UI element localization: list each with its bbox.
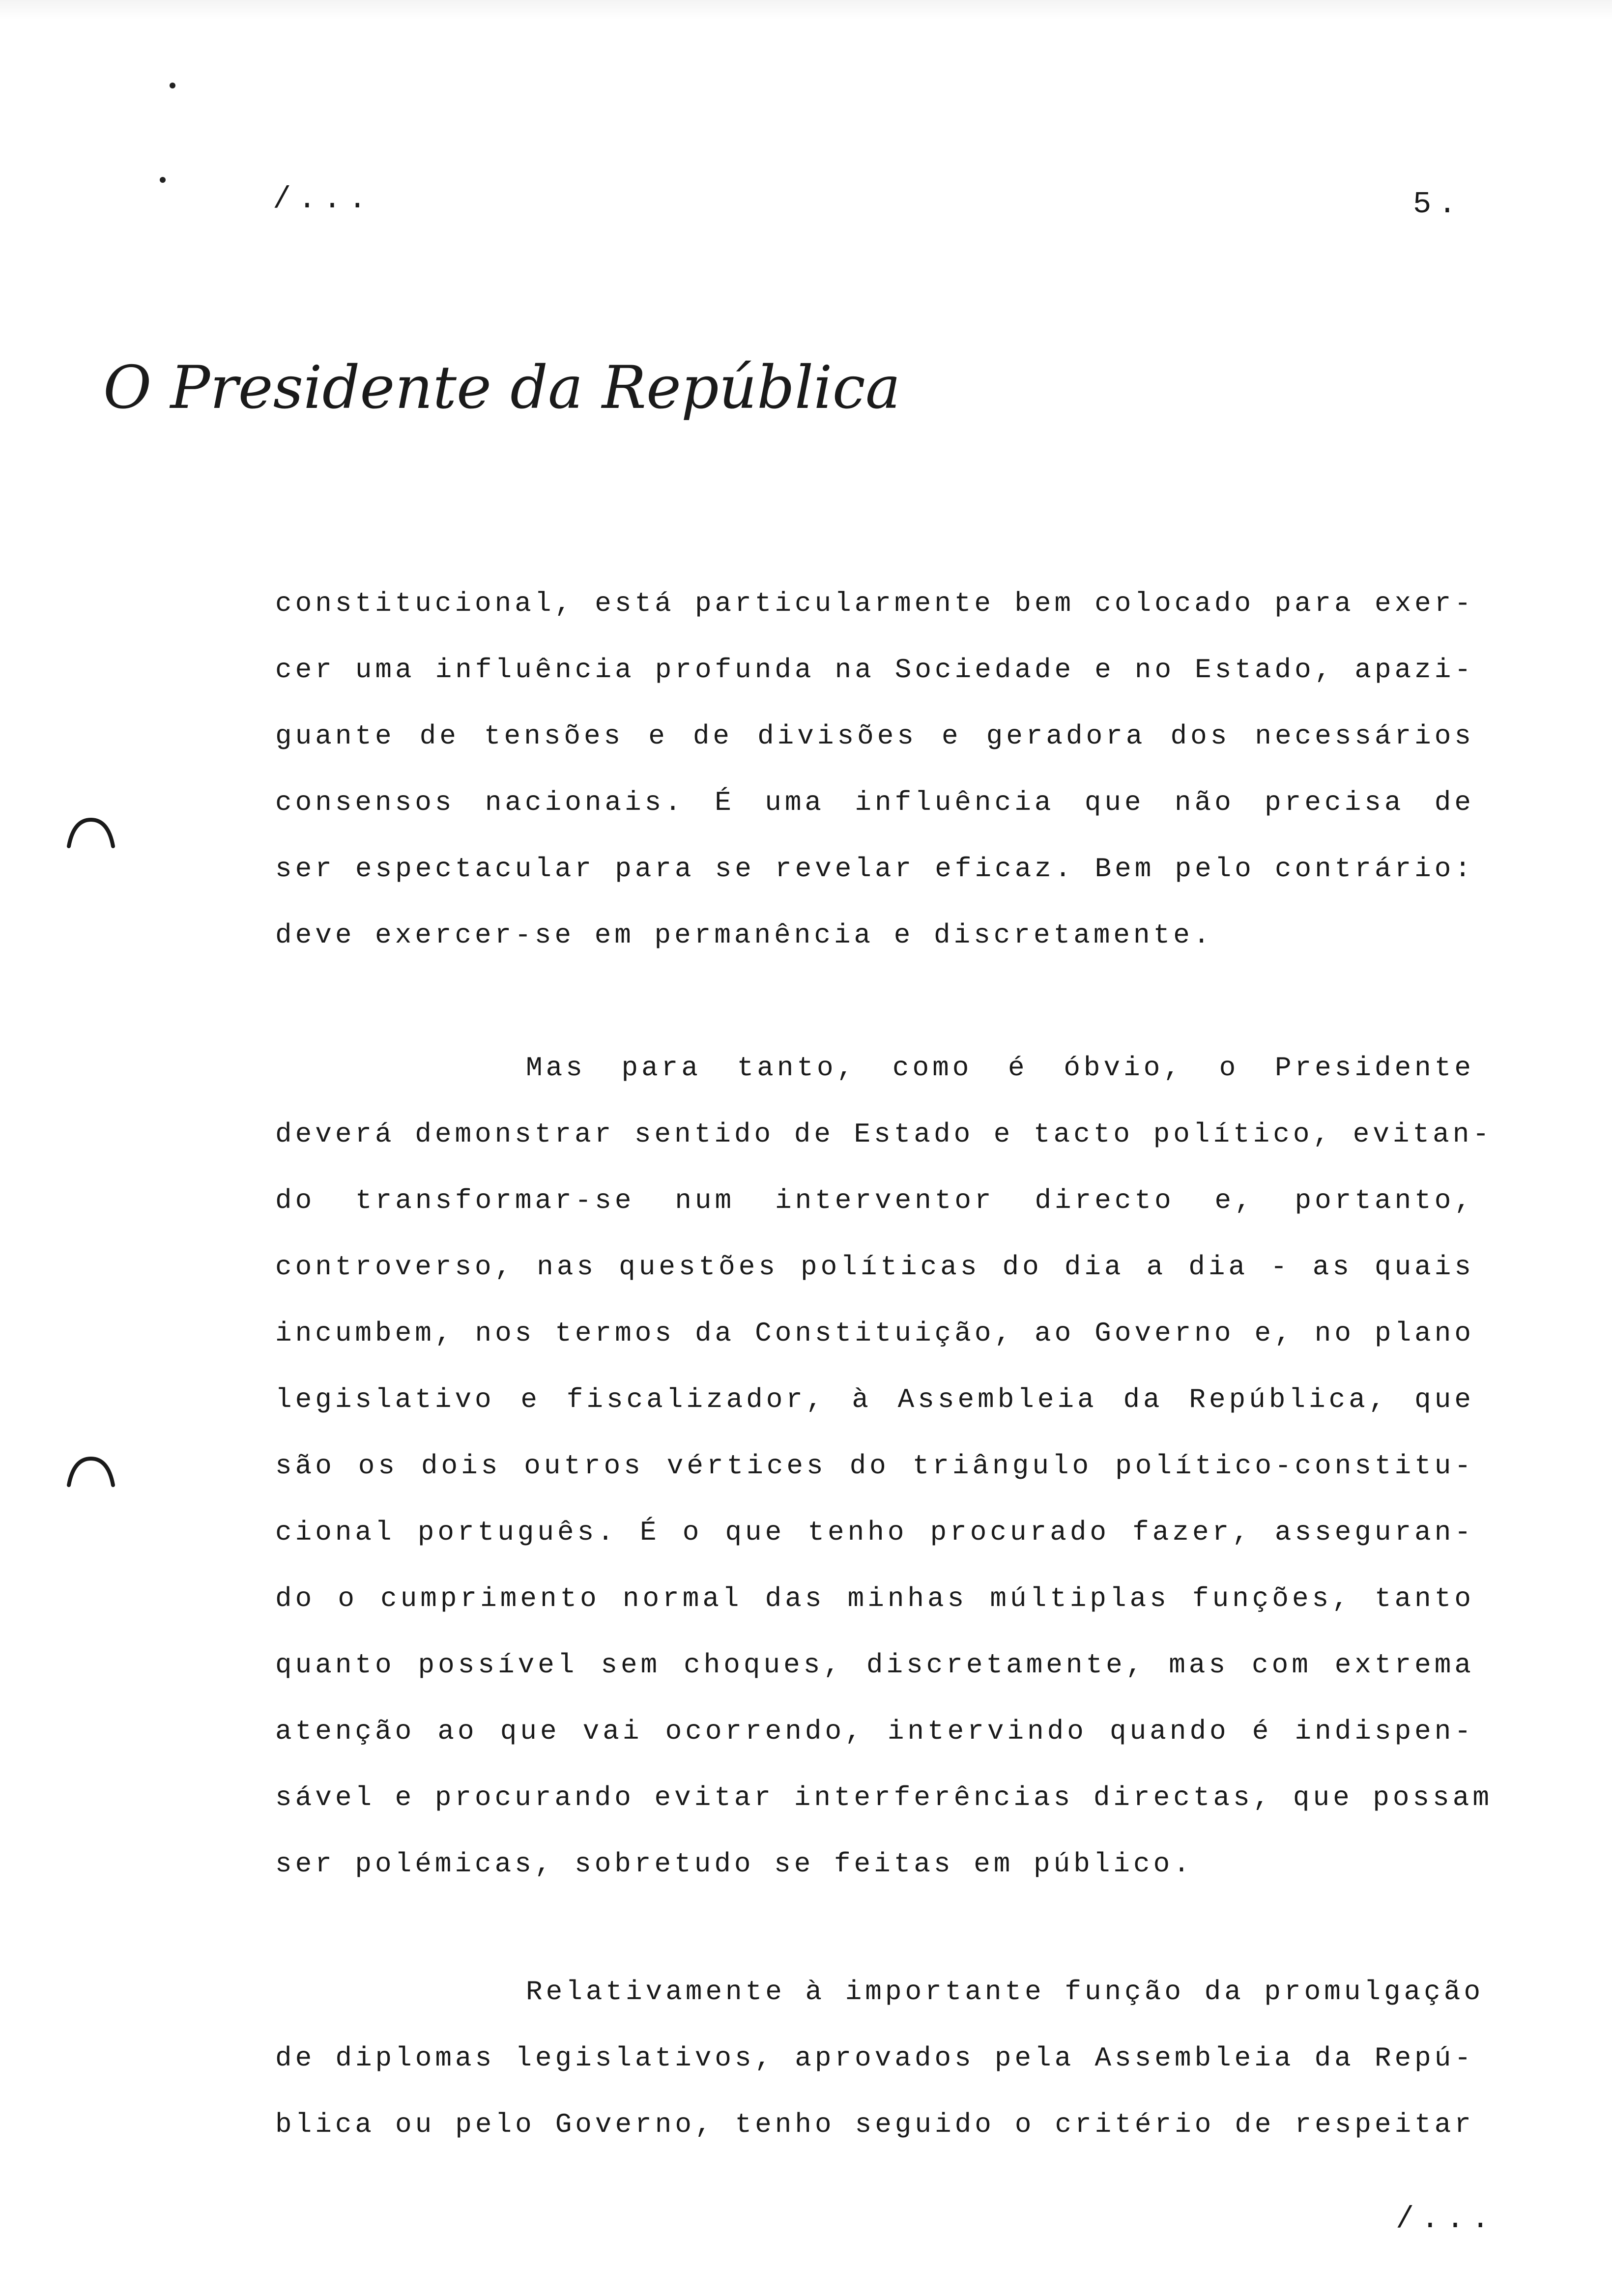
text-line: do transformar-se num interventor directo e, portanto, [275, 1185, 1474, 1216]
footer-continuation-mark: /... [1396, 2202, 1497, 2237]
text-line: blica ou pelo Governo, tenho seguido o critério de respeitar [275, 2109, 1474, 2140]
letterhead-text: O Presidente da República [103, 354, 901, 422]
page-number: 5. [1413, 187, 1464, 222]
text-line: do o cumprimento normal das minhas múltiplas funções, tanto [275, 1583, 1474, 1614]
text-line: guante de tensões e de divisões e geradora dos necessários [275, 720, 1474, 752]
text-line: cional português. É o que tenho procurado fazer, asseguran- [275, 1517, 1474, 1548]
text-line: cer uma influência profunda na Sociedade e no Estado, apazi- [275, 654, 1474, 686]
text-line: legislativo e fiscalizador, à Assembleia da República, que [275, 1384, 1474, 1415]
text-line: constitucional, está particularmente bem colocado para exer- [275, 588, 1474, 619]
header-continuation-mark: /... [273, 182, 374, 217]
margin-dot [170, 83, 175, 88]
text-line: Mas para tanto, como é óbvio, o Presidente [526, 1052, 1474, 1084]
text-line: Relativamente à importante função da promulgação [526, 1976, 1484, 2008]
text-line: ser espectacular para se revelar eficaz. Bem pelo contrário: [275, 853, 1474, 885]
text-line: quanto possível sem choques, discretamente, mas com extrema [275, 1649, 1474, 1681]
text-line: deve exercer-se em permanência e discretamente. [275, 919, 1213, 951]
text-line: incumbem, nos termos da Constituição, ao Governo e, no plano [275, 1318, 1474, 1349]
text-line: são os dois outros vértices do triângulo político-constitu- [275, 1450, 1474, 1482]
letterhead-script [98, 344, 901, 442]
letterhead [98, 344, 901, 442]
text-line: consensos nacionais. É uma influência que não precisa de [275, 787, 1474, 818]
margin-dot [160, 177, 166, 183]
text-line: ser polémicas, sobretudo se feitas em público. [275, 1848, 1193, 1880]
text-line: controverso, nas questões políticas do dia a dia - as quais [275, 1251, 1474, 1283]
scan-edge [0, 0, 1612, 20]
text-line: sável e procurando evitar interferências directas, que possam [275, 1782, 1493, 1813]
text-line: deverá demonstrar sentido de Estado e tacto político, evitan- [275, 1119, 1493, 1150]
text-line: atenção ao que vai ocorrendo, intervindo quando é indispen- [275, 1716, 1474, 1747]
text-line: de diplomas legislativos, aprovados pela Assembleia da Repú- [275, 2042, 1474, 2074]
punch-hole-mark [64, 816, 118, 850]
punch-hole-mark [64, 1455, 118, 1489]
